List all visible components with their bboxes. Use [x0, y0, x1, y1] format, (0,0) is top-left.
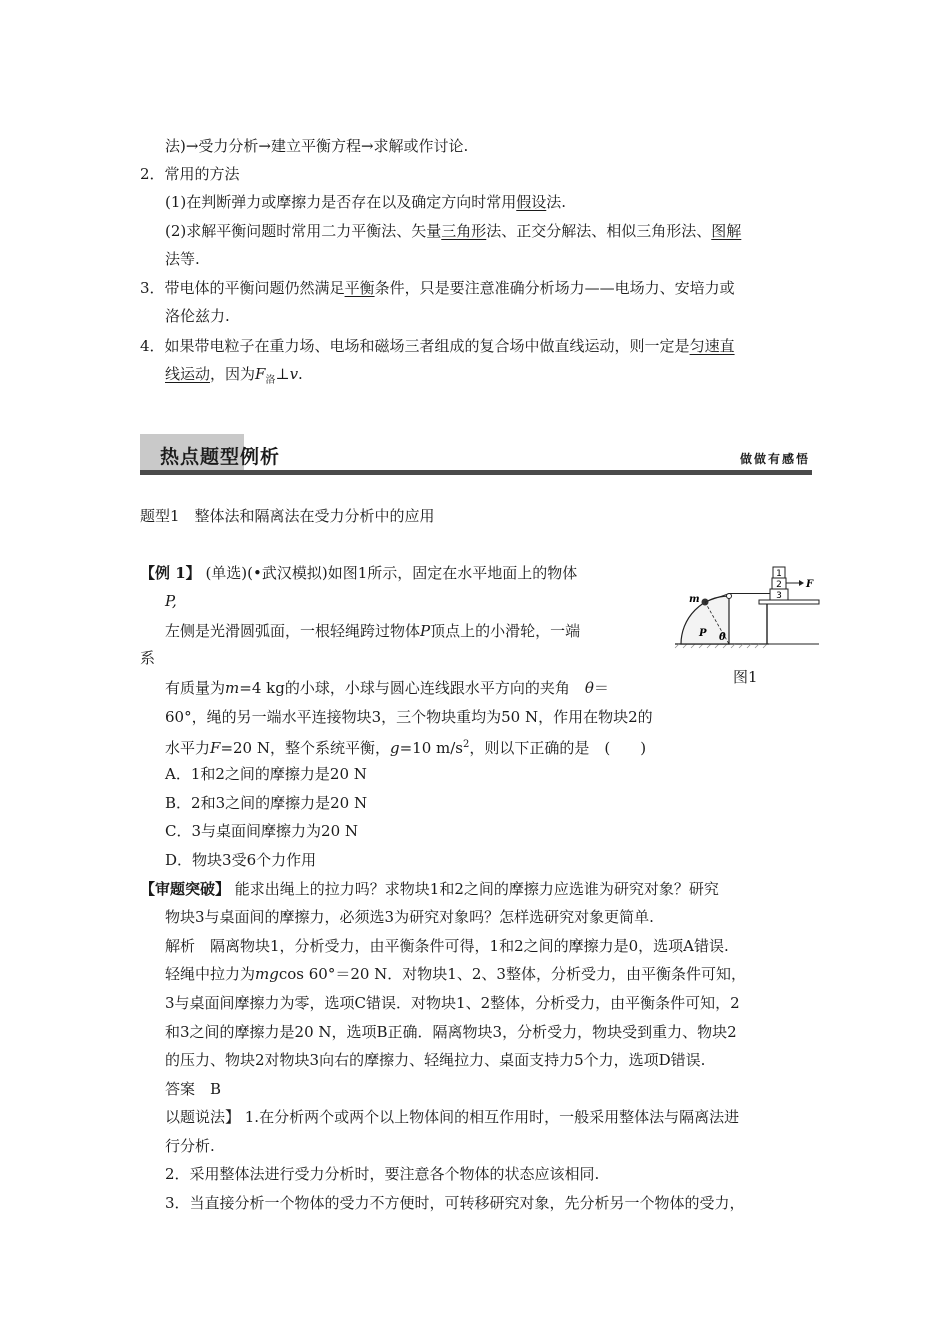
underlined-term: 匀速直 — [689, 337, 735, 355]
underlined-term: 线运动 — [165, 365, 211, 383]
example-line-7: 水平力F=20 N，整个系统平衡，g=10 $m/s^2$，则以下正确的是 ( ) — [165, 739, 647, 757]
figure-1-diagram — [673, 562, 823, 652]
mass-m-label: m — [689, 594, 700, 605]
section-header — [140, 434, 812, 474]
block-1-label: 1 — [776, 569, 782, 579]
example-line-1: 【例 1】 (单选)(•武汉模拟)如图1所示，固定在水平地面上的物体 — [140, 564, 578, 582]
angle-theta-label: θ — [719, 632, 726, 643]
underlined-term: 图解 — [711, 222, 742, 240]
section-subtitle: 做做有感悟 — [739, 452, 810, 466]
underlined-term: 假设 — [516, 193, 547, 211]
solution-line-1: 解析 隔离物块1，分析受力，由平衡条件可得，1和2之间的摩擦力是0，选项A错误. — [165, 937, 729, 955]
review-line-2: 物块3与桌面间的摩擦力，必须选3为研究对象吗？怎样选研究对象更简单. — [165, 908, 654, 926]
block-2-label: 2 — [776, 580, 782, 590]
option-b: B．2和3之间的摩擦力是20 N — [165, 794, 368, 812]
topic-heading: 题型1 整体法和隔离法在受力分析中的应用 — [140, 507, 435, 525]
summary-line-4: 3．当直接分析一个物体的受力不方便时，可转移研究对象，先分析另一个物体的受力， — [165, 1194, 745, 1212]
intro-item-3: 3．带电体的平衡问题仍然满足平衡条件，只是要注意准确分析场力——电场力、安培力或 — [140, 279, 735, 297]
solution-line-3: 3与桌面间摩擦力为零，选项C错误．对物块1、2整体，分析受力，由平衡条件可知，2 — [165, 994, 740, 1012]
review-line-1: 【审题突破】 能求出绳上的拉力吗？求物块1和2之间的摩擦力应选谁为研究对象？研究 — [140, 880, 719, 898]
body-p-label: P — [699, 628, 707, 639]
intro-item-2-sub-1: (1)在判断弹力或摩擦力是否存在以及确定方向时常用假设法. — [165, 193, 567, 211]
review-tag: 【审题突破】 — [140, 880, 231, 898]
summary-line-3: 2．采用整体法进行受力分析时，要注意各个物体的状态应该相同. — [165, 1165, 600, 1183]
underlined-term: 平衡 — [344, 279, 375, 297]
figure-1 — [673, 562, 823, 652]
intro-item-4-cont: 线运动，因为$F_洛\perp v$. — [165, 365, 303, 386]
example-line-2: P, — [165, 592, 177, 610]
intro-item-2-sub-2: (2)求解平衡问题时常用二力平衡法、矢量三角形法、正交分解法、相似三角形法、图解 — [165, 222, 742, 240]
solution-line-5: 的压力、物块2对物块3向右的摩擦力、轻绳拉力、桌面支持力5个力，选项D错误. — [165, 1051, 706, 1069]
intro-item-4: 4．如果带电粒子在重力场、电场和磁场三者组成的复合场中做直线运动，则一定是匀速直 — [140, 337, 735, 355]
option-a: A．1和2之间的摩擦力是20 N — [165, 765, 367, 783]
section-rule — [140, 470, 812, 475]
example-line-6: 60°，绳的另一端水平连接物块3，三个物块重均为50 N，作用在物块2的 — [165, 708, 653, 726]
answer-line: 答案 B — [165, 1080, 222, 1098]
section-title: 热点题型例析 — [160, 446, 281, 468]
intro-item-3-cont: 洛伦兹力. — [165, 307, 230, 325]
intro-item-2-sub-2-cont: 法等. — [165, 250, 200, 268]
example-tag: 【例 1】 — [140, 564, 201, 582]
example-line-4: 系 — [140, 649, 156, 667]
example-line-3: 左侧是光滑圆弧面，一根轻绳跨过物体P顶点上的小滑轮，一端 — [165, 622, 581, 640]
summary-line-2: 行分析. — [165, 1137, 215, 1155]
summary-line-1: 以题说法】 1.在分析两个或两个以上物体间的相互作用时，一般采用整体法与隔离法进 — [165, 1108, 740, 1126]
block-3-label: 3 — [776, 591, 782, 601]
option-c: C．3与桌面间摩擦力为20 N — [165, 822, 359, 840]
option-d: D．物块3受6个力作用 — [165, 851, 317, 869]
intro-item-2-heading: 2．常用的方法 — [140, 165, 240, 183]
solution-line-4: 和3之间的摩擦力是20 N，选项B正确．隔离物块3，分析受力，物块受到重力、物块2 — [165, 1023, 737, 1041]
solution-line-2: 轻绳中拉力为mgcos 60°＝20 N．对物块1、2、3整体，分析受力，由平衡条件可知， — [165, 965, 746, 983]
underlined-term: 三角形 — [441, 222, 487, 240]
intro-line-1: 法)→受力分析→建立平衡方程→求解或作讨论. — [165, 137, 469, 155]
example-line-5: 有质量为m=4 kg的小球，小球与圆心连线跟水平方向的夹角 θ＝ — [165, 679, 609, 697]
figure-caption: 图1 — [733, 668, 758, 686]
force-f-label: F — [806, 579, 814, 590]
